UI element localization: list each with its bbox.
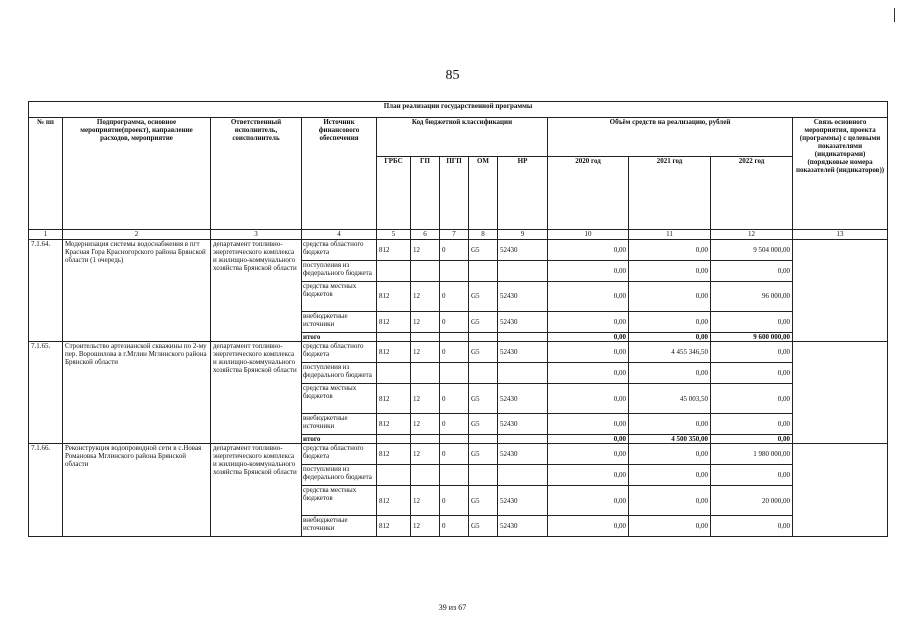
grbs-code: 812 — [377, 342, 411, 363]
grbs-code: 812 — [377, 486, 411, 516]
grbs-code: 812 — [377, 516, 411, 537]
amount-2022: 0,00 — [711, 414, 793, 435]
funding-source: средства местных бюджетов — [302, 384, 377, 414]
amount-2020: 0,00 — [548, 384, 629, 414]
column-number: 6 — [411, 230, 440, 240]
entry-executor: департамент топливно-энергетического комплекса и жилищно-коммунального хозяйства Брянской области — [211, 444, 302, 537]
amount-2021: 0,00 — [629, 465, 711, 486]
amount-2021: 0,00 — [629, 261, 711, 282]
pgp-code: 0 — [440, 444, 469, 465]
amount-2022: 0,00 — [711, 363, 793, 384]
nr-code: 52430 — [498, 414, 548, 435]
nr-code: 52430 — [498, 342, 548, 363]
amount-2022: 9 504 000,00 — [711, 240, 793, 261]
gp-code: 12 — [411, 240, 440, 261]
grbs-code: 812 — [377, 282, 411, 312]
gp-code: 12 — [411, 312, 440, 333]
header-link: Связь основного мероприятия, проекта (программы) с целевыми показателями (индикаторами) (порядковые номера показателей (индикаторов)) — [793, 118, 888, 230]
grbs-code — [377, 465, 411, 486]
entry-executor: департамент топливно-энергетического комплекса и жилищно-коммунального хозяйства Брянской области — [211, 240, 302, 342]
amount-2021: 45 003,50 — [629, 384, 711, 414]
header-subprogram: Подпрограмма, основное мероприятие(проект), направление расходов, мероприятие — [63, 118, 211, 230]
om-code: G5 — [469, 240, 498, 261]
total-code-cell — [411, 333, 440, 342]
om-code — [469, 261, 498, 282]
amount-2022: 0,00 — [711, 516, 793, 537]
om-code: G5 — [469, 516, 498, 537]
amount-2020: 0,00 — [548, 282, 629, 312]
grbs-code: 812 — [377, 414, 411, 435]
total-2021: 0,00 — [629, 333, 711, 342]
om-code: G5 — [469, 414, 498, 435]
om-code — [469, 465, 498, 486]
column-number: 7 — [440, 230, 469, 240]
header-gp: ГП — [411, 157, 440, 230]
nr-code — [498, 465, 548, 486]
amount-2020: 0,00 — [548, 240, 629, 261]
header-source: Источник финансового обеспечения — [302, 118, 377, 230]
nr-code: 52430 — [498, 312, 548, 333]
total-code-cell — [411, 435, 440, 444]
nr-code: 52430 — [498, 444, 548, 465]
gp-code: 12 — [411, 342, 440, 363]
amount-2022: 20 000,00 — [711, 486, 793, 516]
nr-code — [498, 261, 548, 282]
om-code: G5 — [469, 486, 498, 516]
indicator-link — [793, 342, 888, 444]
total-code-cell — [498, 435, 548, 444]
gp-code: 12 — [411, 384, 440, 414]
amount-2020: 0,00 — [548, 261, 629, 282]
amount-2021: 0,00 — [629, 444, 711, 465]
amount-2021: 4 455 346,50 — [629, 342, 711, 363]
column-number: 2 — [63, 230, 211, 240]
header-executor: Ответственный исполнитель, соисполнитель — [211, 118, 302, 230]
pgp-code: 0 — [440, 414, 469, 435]
om-code: G5 — [469, 282, 498, 312]
entry-number: 7.1.65. — [29, 342, 63, 444]
table-row — [29, 444, 888, 465]
column-number: 12 — [711, 230, 793, 240]
grbs-code — [377, 261, 411, 282]
funding-source: средства областного бюджета — [302, 240, 377, 261]
header-volume: Объём средств на реализацию, рублей — [548, 118, 793, 157]
om-code: G5 — [469, 342, 498, 363]
gp-code: 12 — [411, 414, 440, 435]
pgp-code: 0 — [440, 384, 469, 414]
amount-2020: 0,00 — [548, 465, 629, 486]
entry-number: 7.1.64. — [29, 240, 63, 342]
column-number: 1 — [29, 230, 63, 240]
nr-code: 52430 — [498, 282, 548, 312]
funding-source: средства областного бюджета — [302, 342, 377, 363]
gp-code — [411, 363, 440, 384]
funding-source: поступления из федерального бюджета — [302, 363, 377, 384]
gp-code: 12 — [411, 516, 440, 537]
grbs-code: 812 — [377, 240, 411, 261]
amount-2020: 0,00 — [548, 444, 629, 465]
gp-code — [411, 261, 440, 282]
amount-2020: 0,00 — [548, 414, 629, 435]
pgp-code: 0 — [440, 282, 469, 312]
indicator-link — [793, 240, 888, 342]
funding-source: внебюджетные источники — [302, 516, 377, 537]
page-footer: 39 из 67 — [438, 603, 467, 612]
amount-2022: 0,00 — [711, 312, 793, 333]
header-num: № пп — [29, 118, 63, 230]
pgp-code — [440, 465, 469, 486]
amount-2022: 0,00 — [711, 342, 793, 363]
pgp-code: 0 — [440, 240, 469, 261]
pgp-code: 0 — [440, 516, 469, 537]
table-row — [29, 342, 888, 363]
nr-code: 52430 — [498, 516, 548, 537]
header-2021: 2021 год — [629, 157, 711, 230]
pgp-code — [440, 261, 469, 282]
amount-2021: 0,00 — [629, 363, 711, 384]
funding-source: внебюджетные источники — [302, 414, 377, 435]
page-edge-mark — [894, 8, 895, 22]
gp-code: 12 — [411, 282, 440, 312]
grbs-code: 812 — [377, 384, 411, 414]
total-2021: 4 500 350,00 — [629, 435, 711, 444]
header-2022: 2022 год — [711, 157, 793, 230]
total-code-cell — [498, 333, 548, 342]
amount-2020: 0,00 — [548, 312, 629, 333]
om-code: G5 — [469, 384, 498, 414]
amount-2020: 0,00 — [548, 516, 629, 537]
indicator-link — [793, 444, 888, 537]
column-number: 9 — [498, 230, 548, 240]
total-label: итого — [302, 435, 377, 444]
funding-source: поступления из федерального бюджета — [302, 261, 377, 282]
total-code-cell — [377, 333, 411, 342]
total-code-cell — [440, 435, 469, 444]
column-number: 10 — [548, 230, 629, 240]
column-number: 5 — [377, 230, 411, 240]
grbs-code — [377, 363, 411, 384]
om-code: G5 — [469, 444, 498, 465]
entry-executor: департамент топливно-энергетического комплекса и жилищно-коммунального хозяйства Брянской области — [211, 342, 302, 444]
pgp-code: 0 — [440, 342, 469, 363]
header-pgp: ПГП — [440, 157, 469, 230]
gp-code — [411, 465, 440, 486]
header-om: ОМ — [469, 157, 498, 230]
total-code-cell — [377, 435, 411, 444]
pgp-code: 0 — [440, 486, 469, 516]
amount-2020: 0,00 — [548, 342, 629, 363]
nr-code: 52430 — [498, 240, 548, 261]
nr-code: 52430 — [498, 486, 548, 516]
header-2020: 2020 год — [548, 157, 629, 230]
amount-2021: 0,00 — [629, 282, 711, 312]
gp-code: 12 — [411, 486, 440, 516]
grbs-code: 812 — [377, 444, 411, 465]
amount-2021: 0,00 — [629, 516, 711, 537]
header-nr: НР — [498, 157, 548, 230]
pgp-code — [440, 363, 469, 384]
om-code — [469, 363, 498, 384]
column-number: 3 — [211, 230, 302, 240]
amount-2021: 0,00 — [629, 414, 711, 435]
total-2020: 0,00 — [548, 435, 629, 444]
entry-number: 7.1.66. — [29, 444, 63, 537]
total-2022: 9 600 000,00 — [711, 333, 793, 342]
column-number: 4 — [302, 230, 377, 240]
funding-source: поступления из федерального бюджета — [302, 465, 377, 486]
pgp-code: 0 — [440, 312, 469, 333]
page-number: 85 — [445, 68, 460, 83]
table-title: План реализации государственной программы — [29, 102, 888, 118]
om-code: G5 — [469, 312, 498, 333]
amount-2022: 0,00 — [711, 261, 793, 282]
entry-name: Строительство артезианской скважины по 2-му пер. Ворошилова в г.Мглин Мглинского района Брянской области — [63, 342, 211, 444]
grbs-code: 812 — [377, 312, 411, 333]
entry-name: Реконструкция водопроводной сети в с.Новая Романовка Мглинского района Брянской области — [63, 444, 211, 537]
amount-2021: 0,00 — [629, 312, 711, 333]
column-number: 8 — [469, 230, 498, 240]
nr-code — [498, 363, 548, 384]
total-2020: 0,00 — [548, 333, 629, 342]
amount-2020: 0,00 — [548, 486, 629, 516]
total-code-cell — [469, 333, 498, 342]
total-code-cell — [440, 333, 469, 342]
funding-source: внебюджетные источники — [302, 312, 377, 333]
column-number: 13 — [793, 230, 888, 240]
amount-2021: 0,00 — [629, 240, 711, 261]
amount-2022: 1 980 000,00 — [711, 444, 793, 465]
amount-2021: 0,00 — [629, 486, 711, 516]
total-code-cell — [469, 435, 498, 444]
amount-2022: 96 000,00 — [711, 282, 793, 312]
gp-code: 12 — [411, 444, 440, 465]
amount-2022: 0,00 — [711, 384, 793, 414]
table-row — [29, 240, 888, 261]
funding-source: средства местных бюджетов — [302, 282, 377, 312]
column-number: 11 — [629, 230, 711, 240]
total-label: итого — [302, 333, 377, 342]
entry-name: Модернизация системы водоснабжения в пгт Красная Гора Красногорского района Брянской области (1 очередь) — [63, 240, 211, 342]
funding-source: средства областного бюджета — [302, 444, 377, 465]
header-kbk: Код бюджетной классификации — [377, 118, 548, 157]
total-2022: 0,00 — [711, 435, 793, 444]
plan-table — [28, 101, 888, 537]
amount-2020: 0,00 — [548, 363, 629, 384]
column-number-row — [29, 230, 888, 240]
funding-source: средства местных бюджетов — [302, 486, 377, 516]
nr-code: 52430 — [498, 384, 548, 414]
amount-2022: 0,00 — [711, 465, 793, 486]
header-grbs: ГРБС — [377, 157, 411, 230]
